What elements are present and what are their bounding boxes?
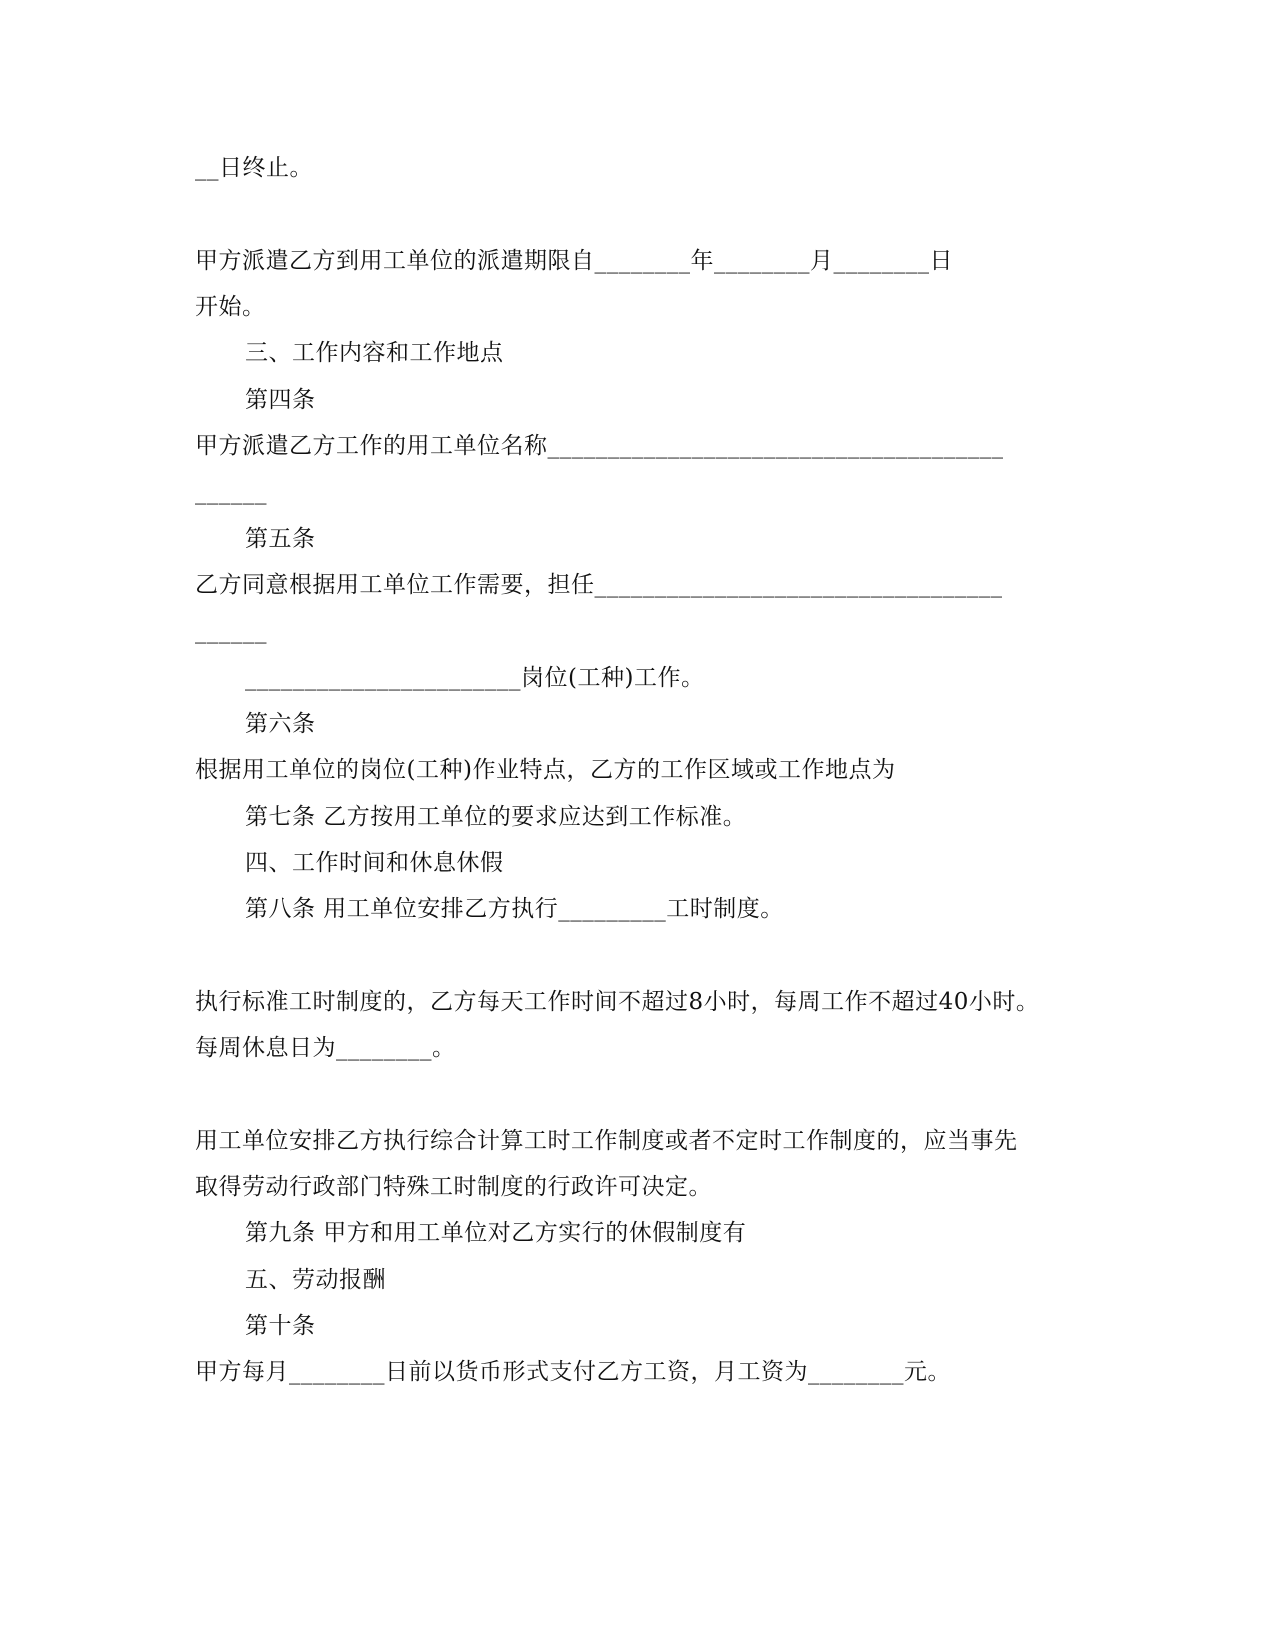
article-heading: 第六条 — [245, 711, 316, 737]
text-line: 每周休息日为________。 — [195, 1035, 456, 1061]
text-line: 甲方派遣乙方工作的用工单位名称______________________________________ — [195, 433, 1004, 459]
text-line: 取得劳动行政部门特殊工时制度的行政许可决定。 — [195, 1174, 712, 1200]
text-line: ______ — [195, 618, 267, 644]
text-line: 乙方同意根据用工单位工作需要，担任__________________________________ — [195, 572, 1003, 598]
section-heading: 五、劳动报酬 — [245, 1267, 386, 1293]
section-heading: 三、工作内容和工作地点 — [245, 340, 504, 366]
text-line: 用工单位安排乙方执行综合计算工时工作制度或者不定时工作制度的，应当事先 — [195, 1128, 1018, 1154]
section-heading: 四、工作时间和休息休假 — [245, 850, 504, 876]
text-line: 开始。 — [195, 294, 266, 320]
article-heading: 第五条 — [245, 526, 316, 552]
text-line: 第九条 甲方和用工单位对乙方实行的休假制度有 — [245, 1220, 747, 1246]
article-heading: 第四条 — [245, 387, 316, 413]
text-line: _______________________岗位(工种)工作。 — [245, 665, 705, 691]
text-line: 执行标准工时制度的，乙方每天工作时间不超过8小时，每周工作不超过40小时。 — [195, 989, 1040, 1015]
article-heading: 第十条 — [245, 1313, 316, 1339]
text-line: ______ — [195, 479, 267, 505]
text-line: 甲方每月________日前以货币形式支付乙方工资，月工资为________元。 — [195, 1359, 951, 1385]
text-line: __日终止。 — [195, 155, 313, 181]
text-line: 根据用工单位的岗位(工种)作业特点，乙方的工作区域或工作地点为 — [195, 757, 896, 783]
text-line: 第七条 乙方按用工单位的要求应达到工作标准。 — [245, 804, 747, 830]
text-line: 甲方派遣乙方到用工单位的派遣期限自________年________月________日 — [195, 248, 953, 274]
text-line: 第八条 用工单位安排乙方执行_________工时制度。 — [245, 896, 784, 922]
